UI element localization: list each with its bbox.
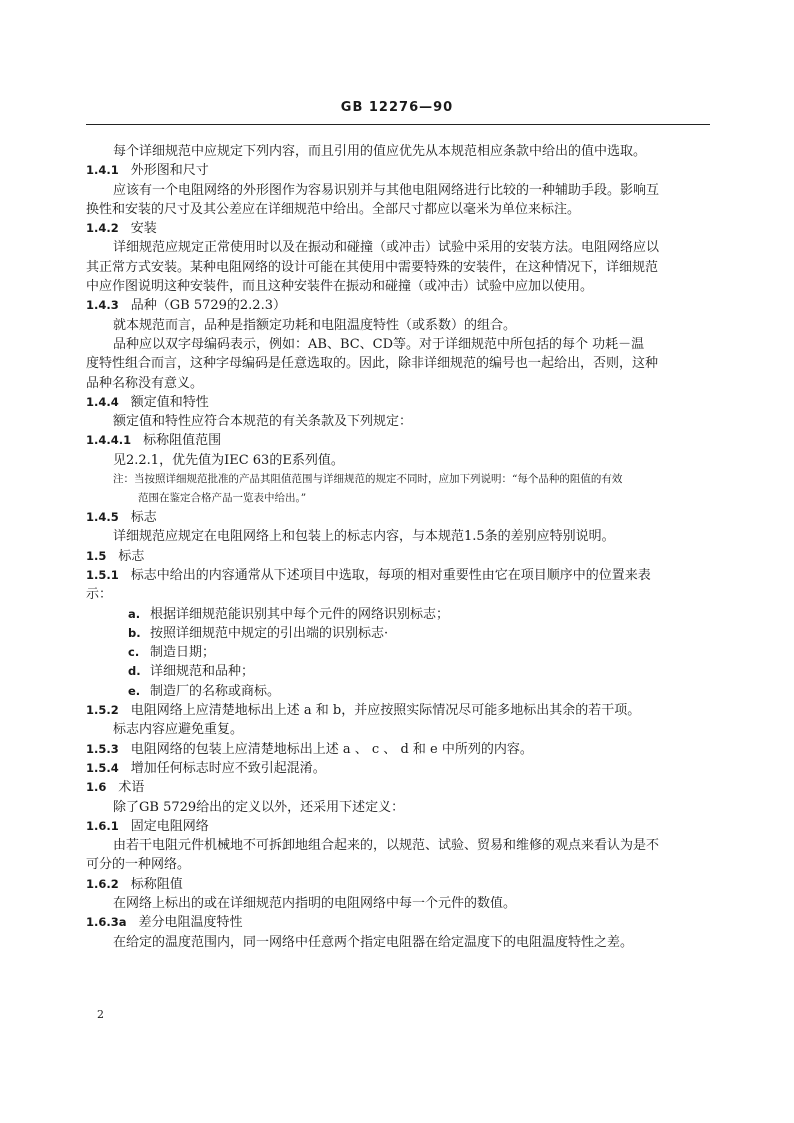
section-number: 1.5 bbox=[86, 548, 107, 563]
section-number: 1.6 bbox=[86, 780, 107, 795]
paragraph-line bbox=[86, 374, 710, 393]
line-text: 度特性组合而言，这种字母编码是任意选取的。因此，除非详细规范的编号也一起给出，否则，这种 bbox=[86, 356, 659, 372]
line-text: 额定值和特性应符合本规范的有关条款及下列规定： bbox=[113, 414, 413, 430]
line-text: 应该有一个电阻网络的外形图作为容易识别并与其他电阻网络进行比较的一种辅助手段。影响互 bbox=[113, 182, 660, 198]
heading-text: 标称阻值范围 bbox=[143, 433, 222, 449]
header-rule bbox=[86, 124, 710, 125]
line-text: 见2.2.1，优先值为IEC 63的E系列值。 bbox=[113, 452, 344, 468]
list-text: 详细规范和品种； bbox=[150, 664, 255, 680]
section-number: 1.5.1 bbox=[86, 567, 119, 582]
paragraph-line bbox=[86, 412, 710, 431]
section-number: 1.4.2 bbox=[86, 221, 119, 236]
line-text: 换性和安装的尺寸及其公差应在详细规范中给出。全部尺寸都应以毫米为单位来标注。 bbox=[86, 201, 581, 217]
section-number: 1.4.4 bbox=[86, 394, 119, 409]
paragraph-line bbox=[86, 933, 710, 952]
line-text: 标志内容应避免重复。 bbox=[113, 722, 244, 738]
page-number: 2 bbox=[97, 1008, 104, 1021]
line-text: 品种名称没有意义。 bbox=[86, 375, 204, 391]
section-number: 1.6.2 bbox=[86, 876, 119, 891]
paragraph-line bbox=[86, 277, 710, 296]
paragraph-line bbox=[86, 181, 710, 200]
list-label: d. bbox=[128, 664, 141, 679]
list-label: b. bbox=[128, 625, 141, 640]
section-number: 1.4.3 bbox=[86, 298, 119, 313]
note-line bbox=[86, 470, 710, 489]
line-text: 中应作图说明这种安装件，而且这种安装件在振动和碰撞（或冲击）试验中应加以使用。 bbox=[86, 279, 594, 295]
list-text: 按照详细规范中规定的引出端的识别标志· bbox=[150, 625, 389, 641]
paragraph-line bbox=[86, 855, 710, 874]
section-heading bbox=[86, 219, 710, 238]
section-heading bbox=[86, 913, 710, 932]
list-item bbox=[86, 643, 710, 662]
section-number: 1.5.2 bbox=[86, 703, 119, 718]
standard-code: GB 12276—90 bbox=[340, 100, 454, 115]
paragraph-line bbox=[86, 238, 710, 257]
section-number: 1.5.3 bbox=[86, 741, 119, 756]
heading-text: 电阻网络上应清楚地标出上述 a 和 b，并应按照实际情况尽可能多地标出其余的若干项。 bbox=[130, 703, 641, 719]
section-number: 1.6.3a bbox=[86, 915, 127, 930]
section-heading bbox=[86, 701, 710, 720]
list-label: a. bbox=[128, 606, 141, 621]
line-text: 可分的一种网络。 bbox=[86, 857, 191, 873]
heading-text: 安装 bbox=[130, 221, 157, 237]
section-heading bbox=[86, 547, 710, 566]
section-heading bbox=[86, 393, 710, 412]
note-line bbox=[86, 489, 710, 508]
document-header bbox=[0, 100, 794, 115]
line-text: 在网络上标出的或在详细规范内指明的电阻网络中每一个元件的数值。 bbox=[113, 895, 517, 911]
paragraph-line bbox=[86, 316, 710, 335]
line-text: 详细规范应规定在电阻网络上和包装上的标志内容，与本规范1.5条的差别应特别说明。 bbox=[113, 529, 615, 545]
section-heading bbox=[86, 875, 710, 894]
section-heading bbox=[86, 817, 710, 836]
list-text: 根据详细规范能识别其中每个元件的网络识别标志； bbox=[150, 606, 450, 622]
list-item bbox=[86, 605, 710, 624]
line-text: 就本规范而言，品种是指额定功耗和电阻温度特性（或系数）的组合。 bbox=[113, 317, 517, 333]
heading-text: 标称阻值 bbox=[130, 876, 183, 892]
paragraph-line bbox=[86, 142, 710, 161]
heading-text: 外形图和尺寸 bbox=[130, 163, 209, 179]
paragraph-line bbox=[86, 720, 710, 739]
section-number: 1.4.1 bbox=[86, 163, 119, 178]
line-text: 其正常方式安装。某种电阻网络的设计可能在其使用中需要特殊的安装件，在这种情况下，详细规范 bbox=[86, 259, 659, 275]
paragraph-line bbox=[86, 836, 710, 855]
heading-text: 术语 bbox=[118, 780, 145, 796]
heading-text: 电阻网络的包装上应清楚地标出上述 a 、 c 、 d 和 e 中所列的内容。 bbox=[130, 741, 533, 757]
list-label: e. bbox=[128, 683, 141, 698]
line-text: 详细规范应规定正常使用时以及在振动和碰撞（或冲击）试验中采用的安装方法。电阻网络应以 bbox=[113, 240, 660, 256]
heading-text: 增加任何标志时应不致引起混淆。 bbox=[130, 760, 326, 776]
section-heading bbox=[86, 508, 710, 527]
section-number: 1.5.4 bbox=[86, 760, 119, 775]
heading-text: 标志中给出的内容通常从下述项目中选取，每项的相对重要性由它在项目顺序中的位置来表 bbox=[130, 567, 651, 583]
list-item bbox=[86, 662, 710, 681]
heading-text: 标志 bbox=[130, 510, 157, 526]
paragraph-line bbox=[86, 335, 710, 354]
line-text: 品种应以双字母编码表示，例如：AB、BC、CD等。对于详细规范中所包括的每个 功耗－温 bbox=[113, 336, 645, 352]
section-number: 1.4.5 bbox=[86, 510, 119, 525]
line-text: 在给定的温度范围内，同一网络中任意两个指定电阻器在给定温度下的电阻温度特性之差。 bbox=[113, 934, 634, 950]
list-item bbox=[86, 624, 710, 643]
heading-text: 品种（GB 5729的2.2.3） bbox=[130, 298, 286, 314]
paragraph-line bbox=[86, 798, 710, 817]
list-text: 制造厂的名称或商标。 bbox=[150, 683, 281, 699]
paragraph-line bbox=[86, 527, 710, 546]
section-heading bbox=[86, 566, 710, 585]
line-text: 每个详细规范中应规定下列内容，而且引用的值应优先从本规范相应条款中给出的值中选取。 bbox=[113, 144, 647, 159]
section-heading bbox=[86, 778, 710, 797]
list-text: 制造日期； bbox=[150, 645, 216, 661]
paragraph-line bbox=[86, 354, 710, 373]
heading-text: 差分电阻温度特性 bbox=[138, 915, 243, 931]
paragraph-line bbox=[86, 585, 710, 604]
heading-text: 固定电阻网络 bbox=[130, 818, 209, 834]
heading-text: 标志 bbox=[118, 548, 145, 564]
paragraph-line bbox=[86, 258, 710, 277]
line-text: 示： bbox=[86, 587, 113, 603]
line-text: 由若干电阻元件机械地不可拆卸地组合起来的，以规范、试验、贸易和维修的观点来看认为是不 bbox=[113, 838, 660, 854]
paragraph-line bbox=[86, 451, 710, 470]
section-number: 1.4.4.1 bbox=[86, 433, 132, 448]
section-heading bbox=[86, 740, 710, 759]
section-number: 1.6.1 bbox=[86, 818, 119, 833]
section-heading bbox=[86, 161, 710, 180]
line-text: 注：当按照详细规范批准的产品其阻值范围与详细规范的规定不同时，应加下列说明：“每个品种的阻值的有效 bbox=[113, 473, 623, 486]
section-heading bbox=[86, 759, 710, 778]
document-body bbox=[86, 142, 710, 952]
list-item bbox=[86, 682, 710, 701]
line-text: 范围在鉴定合格产品一览表中给出。” bbox=[138, 492, 307, 505]
line-text: 除了GB 5729给出的定义以外，还采用下述定义： bbox=[113, 799, 405, 815]
paragraph-line bbox=[86, 894, 710, 913]
heading-text: 额定值和特性 bbox=[130, 394, 209, 410]
section-heading bbox=[86, 431, 710, 450]
paragraph-line bbox=[86, 200, 710, 219]
list-label: c. bbox=[128, 645, 140, 660]
section-heading bbox=[86, 296, 710, 315]
